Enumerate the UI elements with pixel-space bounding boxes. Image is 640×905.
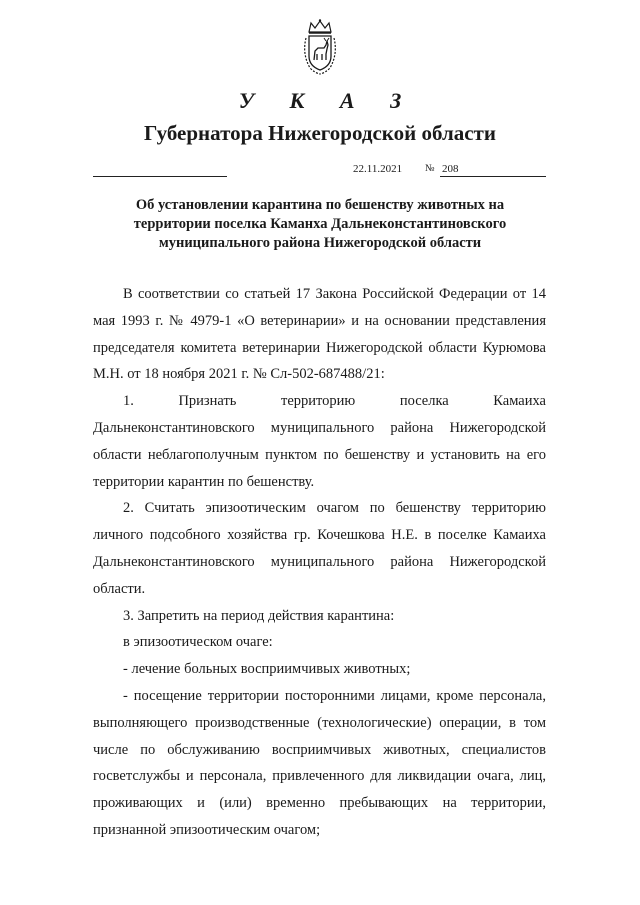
document-date: 22.11.2021 (353, 163, 403, 175)
paragraph-item-3: 3. Запретить на период действия карантина: (123, 607, 395, 624)
paragraph-item-1: 1. Признать территорию поселка Камаиха Дальнеконстантиновского муниципального района Нижегородской области неблагополучным пунктом по бешенству и установить на его территории карантин по бешенству. (93, 393, 546, 490)
document-issuer: Губернатора Нижегородской области (144, 121, 496, 145)
document-type: У К А З (238, 88, 417, 113)
number-label: № (425, 163, 435, 174)
coat-of-arms-icon (300, 18, 340, 76)
document-title: Об установлении карантина по бешенству животных на территории поселка Каманха Дальнеконстантиновского муниципального района Нижегородской области (133, 197, 507, 251)
blank-line (93, 162, 227, 177)
paragraph-list-item: - посещение территории посторонними лицами, кроме персонала, выполняющего производственные (технологические) операции, в том числе по обслуживанию восприимчивых животных, специалистов госветслужбы и персонала, привлеченного для ликвидации очага, лиц, проживающих и (или) временно пребывающих на территории, признанной эпизоотическим очагом; (93, 687, 546, 838)
document-body (93, 281, 546, 844)
paragraph-item-2: 2. Считать эпизоотическим очагом по бешенству территорию личного подсобного хозяйства гр. Кочешкова Н.Е. в поселке Камаиха Дальнеконстантиновского муниципального района Нижегородской области. (93, 500, 546, 597)
paragraph-subheading: в эпизоотическом очаге: (123, 634, 273, 651)
document-number: 208 (440, 162, 546, 177)
paragraph-preamble: В соответствии со статьей 17 Закона Российской Федерации от 14 мая 1993 г. № 4979-1 «О ветеринарии» и на основании представления председателя комитета ветеринарии Нижегородской области Курюмова М.Н. от 18 ноября 2021 г. № Сл-502-687488/21: (93, 286, 546, 383)
paragraph-list-item: - лечение больных восприимчивых животных; (123, 661, 411, 678)
